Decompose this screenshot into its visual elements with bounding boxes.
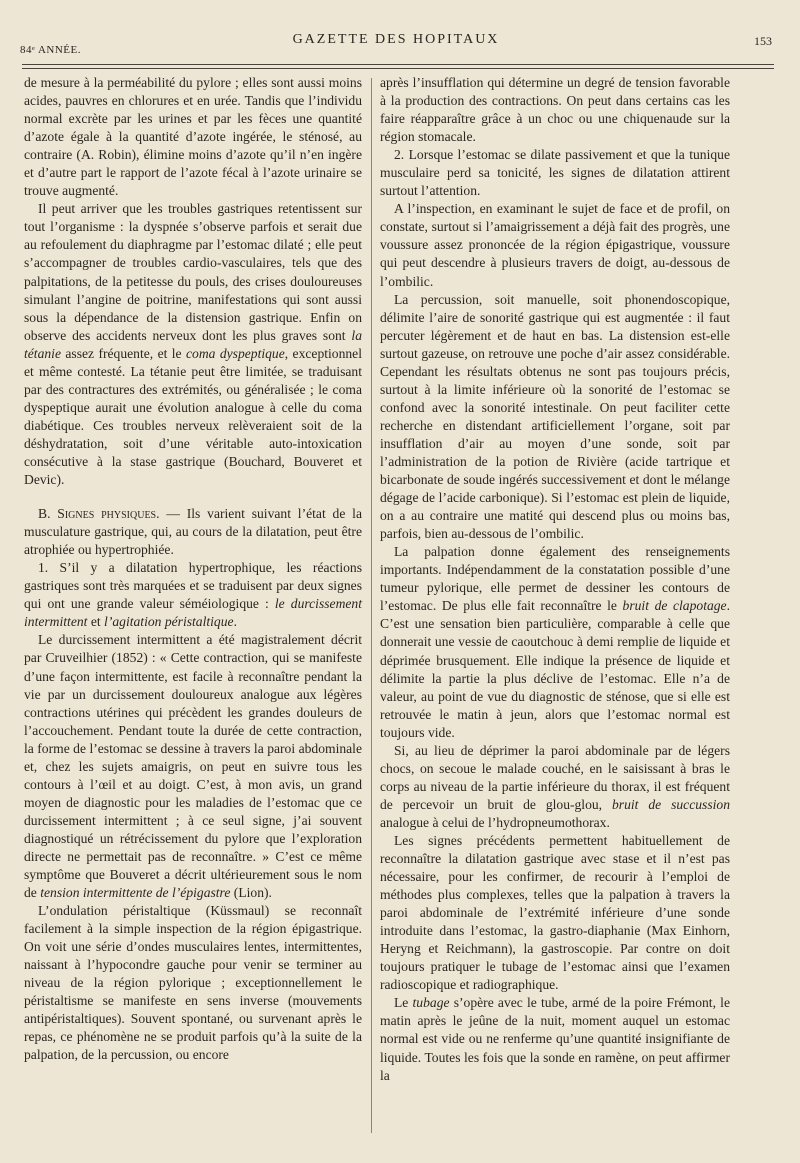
paragraph: La palpation donne également des renseignements importants. Indépendamment de la constatation possible d’une tumeur pylorique, elle permet de dessiner les contours de l’estomac. De plus elle fait reconnaître le bruit de clapotage. C’est une sensation bien particulière, comparable à celle que donnerait une vessie de caoutchouc à demi remplie de liquide et déprimée brusquement. Elle indique la présence de liquide et délimite la partie la plus déclive de l’estomac. Elle n’a de valeur, au point de vue du diagnostic de sténose, que si elle est retrouvée le matin à jeun, alors que l’estomac normal est toujours vide. bbox=[380, 544, 731, 740]
paragraph: 2. Lorsque l’estomac se dilate passivement et que la tunique musculaire perd sa tonicité, les signes de dilatation attirent surtout l’attention. bbox=[380, 147, 730, 199]
paragraph: La percussion, soit manuelle, soit phonendoscopique, délimite l’aire de sonorité gastrique qui est augmentée : il faut percuter légèrement et de haut en bas. La distension est-elle surtout gazeuse, on retrouve une poche d’air assez considérable. Cependant les résultats obtenus ne sont pas toujours précis, surtout à la limite inférieure où la sonorité de l’estomac se confond avec la sonorité intestinale. On peut faciliter cette recherche en distendant artificiellement l’organe, soit par insufflation d’air au moyen d’une sonde, soit par l’administration de la potion de Rivière (acide tartrique et bicarbonate de soude ingérés successivement et dont le mélange dégage de l’acide carbonique). Si l’estomac est plein de liquide, on a au contraire une matité qui descend plus ou moins bas, parfois, bien au-dessous de l’ombilic. bbox=[380, 291, 730, 542]
italic-term: coma dyspeptique bbox=[185, 345, 285, 361]
section-heading-paragraph: B. Signes physiques. — Ils varient suivant l’état de la musculature gastrique, qui, au cours de la dilatation, peut être atrophiée ou hypertrophiée. bbox=[24, 506, 362, 558]
column-divider bbox=[371, 78, 372, 1133]
paragraph: 1. S’il y a dilatation hypertrophique, les réactions gastriques sont très marquées et se traduisent par deux signes qui ont une grande valeur séméiologique : le durcissement intermittent et l’agitation péristaltique. bbox=[24, 560, 363, 630]
right-column bbox=[380, 74, 730, 1085]
paragraph: Les signes précédents permettent habituellement de reconnaître la dilatation gastrique avec stase et il n’est pas nécessaire, pour les confirmer, de recourir à l’emploi de méthodes plus complexes, telles que la palpation à travers la paroi abdominale de l’extrémité inférieure d’une sonde introduite dans l’estomac, la gastro-diaphanie (Max Einhorn, Heryng et Reichmann), la gastroscopie. Par contre on doit toujours pratiquer le tubage de l’estomac ainsi que l’examen radioscopique et radiographique. bbox=[380, 832, 730, 993]
italic-term: bruit de clapotage bbox=[622, 598, 727, 614]
volume-year: 84ᵉ ANNÉE. bbox=[20, 44, 81, 56]
paragraph: Le durcissement intermittent a été magistralement décrit par Cruveilhier (1852) : « Cette contraction, qui se manifeste d’une façon intermittente, est facile à reconnaître pendant la vie par un durcissement douloureux analogue aux légères contractions utérines qui précèdent les grandes douleurs de l’accouchement. Pendant toute la durée de cette contraction, la forme de l’estomac se dessine à travers la paroi abdominale et, chez les sujets amaigris, on peut en suivre tous les contours à l’œil et au doigt. C’est, à mon avis, un grand moyen de diagnostic pour les maladies de l’estomac que ce durcissement intermittent ; à ce seul signe, j’ai souvent diagnostiqué un rétrécissement du pylore que l’exploration directe ne permettait pas de reconnaître. » C’est ce même symptôme que Bouveret a décrit ultérieurement sous le nom de tension intermittente de l’épigastre (Lion). bbox=[24, 632, 362, 901]
header-rule-bottom bbox=[22, 68, 774, 69]
header-rule-top bbox=[22, 64, 774, 65]
page-number: 153 bbox=[754, 34, 772, 48]
paragraph: L’ondulation péristaltique (Küssmaul) se reconnaît facilement à la simple inspection de la région épigastrique. On voit une série d’ondes musculaires lentes, intermittentes, naissant à l’hypocondre gauche pour venir se terminer au niveau de la région pylorique ; exceptionnellement le péristaltisme se manifeste en sens inverse (mouvements antipéristaltiques). Souvent spontané, ou survenant après le repas, ce phénomène ne se produit parfois qu’à la suite de la palpation, de la percussion, ou encore bbox=[24, 903, 362, 1063]
italic-term: tension intermittente de l’épigastre bbox=[40, 885, 231, 901]
italic-term: le durcissement intermittent bbox=[24, 596, 363, 630]
page-header bbox=[20, 30, 772, 54]
paragraph: Il peut arriver que les troubles gastriques retentissent sur tout l’organisme : la dyspnée s’observe parfois et serait due au refoulement du diaphragme par l’estomac dilaté ; elle peut s’accompagner de troubles cardio-vasculaires, tels que des palpitations, de la petitesse du pouls, des crises douloureuses simulant l’angine de poitrine, manifestations qui sont aussi sous la dépendance de la distension gastrique. Enfin on observe des accidents nerveux dont les plus graves sont la tétanie assez fréquente, et le coma dyspeptique, exceptionnel et même contesté. La tétanie peut être limitée, se traduisant par des contractures des extrémités, ou généralisée ; le coma dyspeptique aurait une évolution analogue à celle du coma diabétique. Ces troubles nerveux relèveraient soit de la déshydratation, soit d’une véritable auto-intoxication consécutive à la stase gastrique (Bouchard, Bouveret et Devic). bbox=[24, 201, 362, 488]
paragraph: Si, au lieu de déprimer la paroi abdominale par de légers chocs, on secoue le malade couché, en le saisissant à bras le corps au niveau de la partie inférieure du thorax, il est fréquent de percevoir un bruit de glou-glou, bruit de succussion analogue à celui de l’hydropneumothorax. bbox=[380, 742, 730, 830]
paragraph: A l’inspection, en examinant le sujet de face et de profil, on constate, surtout si l’amaigrissement a déjà fait des progrès, une voussure assez prononcée de la région épigastrique, voussure qui peut descendre à plusieurs travers de doigt, au-dessous de l’ombilic. bbox=[380, 201, 730, 289]
paragraph: de mesure à la perméabilité du pylore ; elles sont aussi moins acides, pauvres en chlorures et en urée. Tandis que l’individu normal excrète par les urines et par les fèces une quantité d’azote égale à la quantité d’azote ingérée, le sténosé, au contraire (A. Robin), élimine moins d’azote qu’il n’en ingère et d’autre part le rapport de l’azote fécal à l’azote urinaire se trouve augmenté. bbox=[24, 75, 362, 199]
italic-term: tubage bbox=[412, 995, 450, 1011]
italic-term: la tétanie bbox=[24, 327, 362, 361]
paragraph: Le tubage s’opère avec le tube, armé de la poire Frémont, le matin après le jeûne de la nuit, moment auquel un estomac normal est vide ou ne renferme qu’une quantité insignifiante de liquide. Toutes les fois que la sonde en ramène, on peut affirmer la bbox=[380, 995, 730, 1083]
section-heading: Signes physiques bbox=[57, 506, 157, 522]
left-column bbox=[24, 74, 362, 1065]
paragraph: après l’insufflation qui détermine un degré de tension favorable à la production des contractions. On peut dans certains cas les faire réapparaître grâce à un choc ou une chiquenaude sur la région stomacale. bbox=[380, 75, 730, 145]
journal-title: GAZETTE DES HOPITAUX bbox=[292, 32, 500, 47]
italic-term: bruit de succussion bbox=[612, 796, 730, 812]
italic-term: l’agitation péristaltique bbox=[104, 614, 234, 630]
